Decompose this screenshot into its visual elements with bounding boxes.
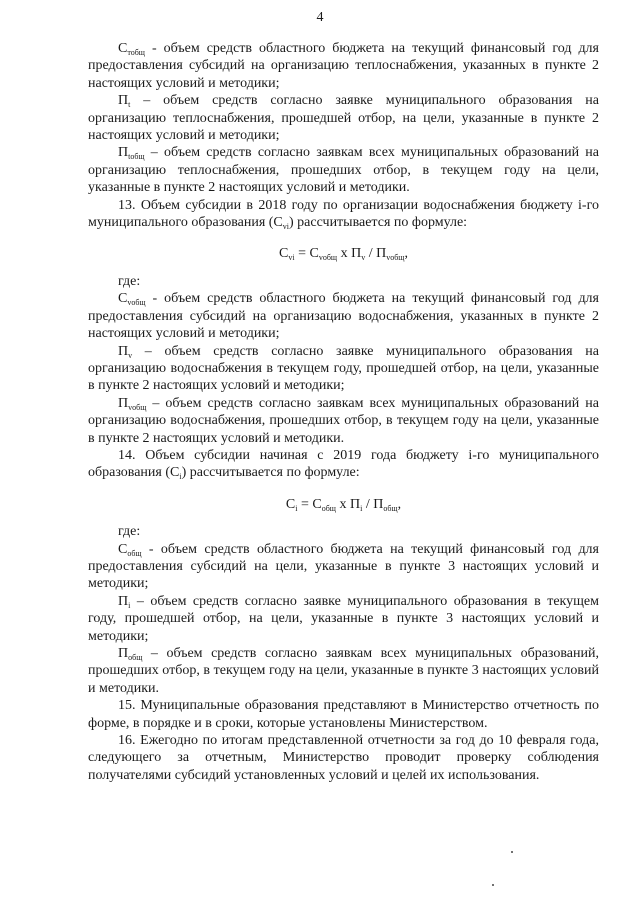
formula-text: , <box>404 246 408 262</box>
page-number: 4 <box>316 10 324 25</box>
paragraph-text-tail: ) рассчитывается по формуле: <box>181 465 360 481</box>
formula-text: С <box>285 496 296 512</box>
paragraph-text: – объем средств согласно заявкам всех муниципальных образований на организацию водоснабжения, прошедших отбор, в текущем году на цели, указанные в пункте 2 настоящих условий и методики. <box>88 395 599 446</box>
variable-symbol: П <box>118 395 129 411</box>
paragraph-text: - объем средств областного бюджета на текущий финансовый год для предоставления субсидий на организацию водоснабжения, указанных в пункте 2 настоящих условий и методики; <box>88 291 599 342</box>
paragraph-text: – объем средств согласно заявкам всех муниципальных образований на организацию теплоснабжения, прошедших отбор, в текущем году на цели, указанные в пункте 2 настоящих условий и методики. <box>88 145 599 196</box>
paragraph-text: 16. Ежегодно по итогам представленной отчетности за год до 10 февраля года, следующего за отчетным, Министерство проводит проверку соблюдения получателями субсидий установленных условий и целей их использования. <box>88 733 599 783</box>
variable-subscript: общ <box>127 548 142 558</box>
variable-symbol: С <box>118 41 128 56</box>
inline-subscript: vi <box>282 222 289 232</box>
variable-symbol: П <box>118 145 129 161</box>
variable-subscript: vобщ <box>127 298 146 308</box>
formula-text: х П <box>335 496 361 512</box>
paragraph <box>88 645 599 697</box>
formula-subscript: общ <box>321 503 336 513</box>
paragraph-text: - объем средств областного бюджета на текущий финансовый год для предоставления субсидий на организацию теплоснабжения, указанных в пункте 2 настоящих условий и методики; <box>88 41 599 91</box>
variable-subscript: v <box>128 350 133 360</box>
paragraph <box>88 92 599 144</box>
paragraph <box>88 290 599 342</box>
paragraph-text: 13. Объем субсидии в 2018 году по организации водоснабжения бюджету i-го муниципального образования (С <box>88 197 599 231</box>
variable-subscript: тобщ <box>127 48 145 57</box>
paragraph <box>88 395 599 447</box>
formula-subscript: i <box>295 503 298 513</box>
formula-text: , <box>397 496 402 512</box>
paragraph <box>88 343 599 395</box>
formula-subscript: v <box>361 253 366 263</box>
paragraph <box>88 541 599 593</box>
document-body <box>88 40 599 784</box>
formula-subscript: vобщ <box>318 253 338 263</box>
paragraph-text: 14. Объем субсидии начиная с 2019 года бюджету i-го муниципального образования (С <box>88 447 599 481</box>
formula-subscript: i <box>360 503 363 513</box>
paragraph <box>88 732 599 784</box>
variable-symbol: П <box>118 343 129 359</box>
paragraph-text: – объем средств согласно заявке муниципального образования на организацию водоснабжения в текущем году, прошедшей отбор, на цели, указанные в пункте 2 настоящих условий и методики; <box>88 343 599 394</box>
paragraph-text: – объем средств согласно заявкам всех муниципальных образований, прошедших отбор, в текущем году на цели, указанные в пункте 3 настоящих условий и методики. <box>88 646 599 696</box>
formula <box>88 245 599 262</box>
variable-symbol: П <box>118 93 129 109</box>
formula-subscript: общ <box>383 503 398 513</box>
formula-text: = С <box>297 496 322 512</box>
variable-subscript: общ <box>128 653 143 662</box>
paragraph-text: - объем средств областного бюджета на текущий финансовый год для предоставления субсидий на цели, указанные в пункте 3 настоящих условий и методики; <box>88 541 599 592</box>
variable-symbol: П <box>118 646 129 661</box>
formula-text: = С <box>294 246 319 262</box>
formula-subscript: vобщ <box>386 253 405 263</box>
formula-text: / П <box>362 496 384 512</box>
where-label: где: <box>118 273 141 289</box>
where-label: где: <box>118 524 141 540</box>
variable-subscript: tобщ <box>128 152 145 162</box>
inline-subscript: i <box>179 472 182 482</box>
formula-text: х П <box>337 246 362 262</box>
variable-symbol: С <box>118 541 128 557</box>
formula-subscript: vi <box>288 253 295 263</box>
variable-symbol: С <box>118 291 128 307</box>
paragraph <box>88 697 599 732</box>
paragraph <box>88 447 599 482</box>
paragraph-text: – объем средств согласно заявке муниципального образования на организацию теплоснабжения, прошедшей отбор, на цели, указанные в пункте 2 настоящих условий и методики; <box>88 93 599 144</box>
paragraph <box>88 593 599 645</box>
paragraph <box>88 40 599 92</box>
scan-speck <box>511 851 513 853</box>
variable-subscript: t <box>128 100 131 110</box>
variable-subscript: i <box>128 600 131 610</box>
formula-text: / П <box>365 246 387 262</box>
paragraph <box>88 197 599 232</box>
variable-subscript: vобщ <box>128 402 147 412</box>
formula-text: С <box>279 246 289 262</box>
paragraph-text: – объем средств согласно заявке муниципального образования в текущем году, прошедшей отбор, на цели, указанные в пункте 3 настоящих условий и методики; <box>88 593 599 644</box>
paragraph <box>88 144 599 196</box>
scan-speck <box>492 884 494 886</box>
paragraph-text-tail: ) рассчитывается по формуле: <box>289 215 468 231</box>
variable-symbol: П <box>118 593 129 609</box>
paragraph-text: 15. Муниципальные образования представляют в Министерство отчетность по форме, в порядке и в сроки, которые установлены Министерством. <box>88 698 599 731</box>
formula <box>88 496 599 513</box>
